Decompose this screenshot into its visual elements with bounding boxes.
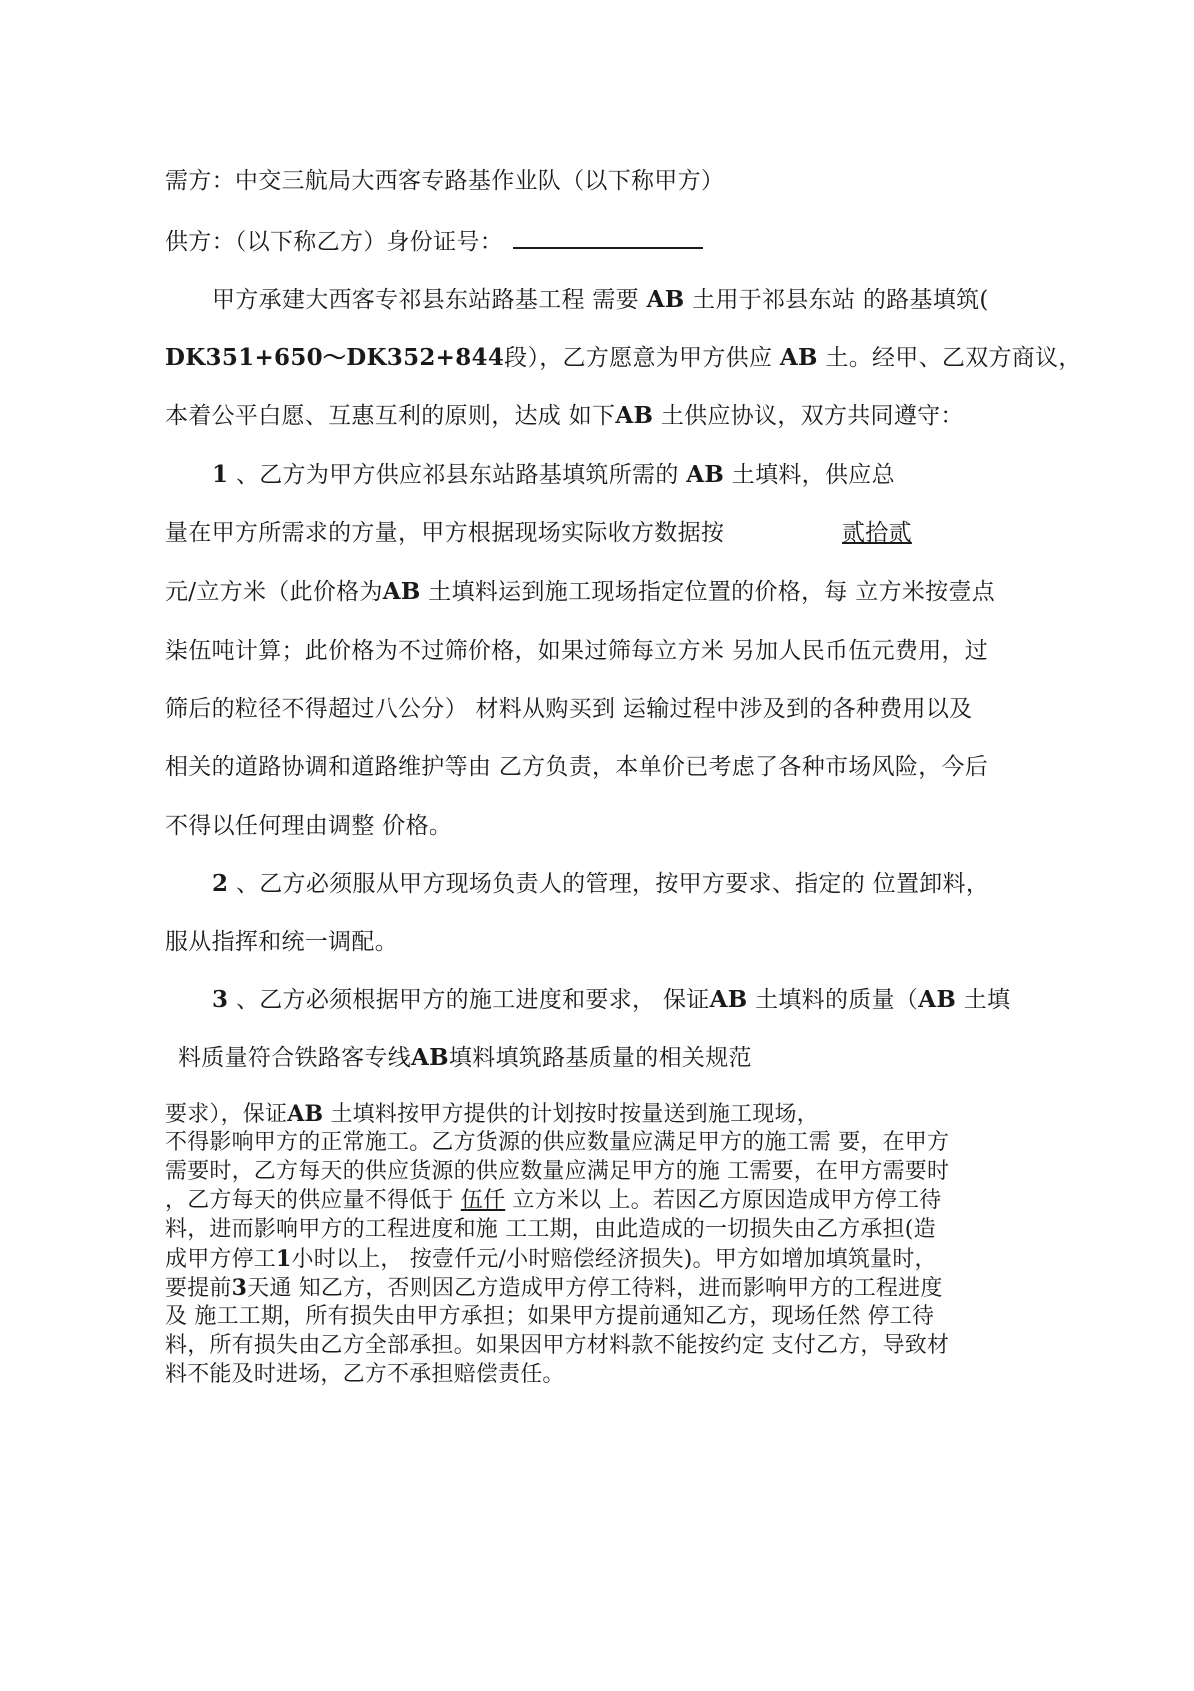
intro-line-2: DK351+650～DK352+844段），乙方愿意为甲方供应 AB 土。经甲、乙双方商议， — [165, 344, 1082, 371]
clause-1-line-5: 筛后的粒径不得超过八公分） 材料从购买到 运输过程中涉及到的各种费用以及 — [165, 696, 973, 722]
clause-3-line-10: 及 施工工期，所有损失由甲方承担；如果甲方提前通知乙方，现场任然 停工待 — [165, 1304, 935, 1329]
clause-1-line-6: 相关的道路协调和道路维护等由 乙方负责，本单价已考虑了各种市场风险，今后 — [165, 754, 989, 780]
clause-1-line-2: 量在甲方所需求的方量，甲方根据现场实际收方数据按 — [165, 520, 725, 546]
clause-3-line-6: ，乙方每天的供应量不得低于 伍仟 立方米以 上。若因乙方原因造成甲方停工待 — [165, 1188, 942, 1213]
clause-3-line-7: 料，进而影响甲方的工程进度和施 工工期，由此造成的一切损失由乙方承担(造 — [165, 1217, 936, 1242]
clause-3-line-1: 3 、乙方必须根据甲方的施工进度和要求， 保证AB 土填料的质量（AB 土填 — [212, 986, 1011, 1013]
clause-3-line-4: 不得影响甲方的正常施工。乙方货源的供应数量应满足甲方的施工需 要，在甲方 — [165, 1130, 950, 1155]
intro-line-1: 甲方承建大西客专祁县东站路基工程 需要 AB 土用于祁县东站 的路基填筑( — [212, 286, 989, 313]
clause-1-line-7: 不得以任何理由调整 价格。 — [165, 813, 453, 839]
clause-2-line-2: 服从指挥和统一调配。 — [165, 929, 398, 955]
clause-3-line-2: 料质量符合铁路客专线AB填料填筑路基质量的相关规范 — [178, 1044, 752, 1071]
clause-3-line-11: 料，所有损失由乙方全部承担。如果因甲方材料款不能按约定 支付乙方，导致材 — [165, 1333, 950, 1358]
unit-price-amount: 贰拾贰 — [842, 520, 912, 546]
clause-3-line-5: 需要时，乙方每天的供应货源的供应数量应满足甲方的施 工需要，在甲方需要时 — [165, 1159, 950, 1184]
demand-party-line: 需方：中交三航局大西客专路基作业队（以下称甲方） — [165, 168, 725, 194]
clause-1-line-1: 1 、乙方为甲方供应祁县东站路基填筑所需的 AB 土填料，供应总 — [212, 461, 895, 488]
intro-line-3: 本着公平白愿、互惠互利的原则，达成 如下AB 土供应协议，双方共同遵守： — [165, 402, 964, 429]
clause-2-line-1: 2 、乙方必须服从甲方现场负责人的管理，按甲方要求、指定的 位置卸料， — [212, 870, 990, 897]
clause-3-line-9: 要提前3天通 知乙方，否则因乙方造成甲方停工待料，进而影响甲方的工程进度 — [165, 1275, 943, 1301]
clause-3-line-12: 料不能及时进场，乙方不承担赔偿责任。 — [165, 1362, 565, 1387]
daily-minimum-amount: 伍仟 — [460, 1188, 506, 1213]
clause-3-line-3: 要求），保证AB 土填料按甲方提供的计划按时按量送到施工现场， — [165, 1101, 819, 1127]
id-number-blank — [513, 225, 703, 249]
clause-3-line-8: 成甲方停工1小时以上， 按壹仟元/小时赔偿经济损失)。甲方如增加填筑量时， — [165, 1246, 937, 1272]
supply-party-line: 供方：（以下称乙方）身份证号： — [165, 225, 703, 257]
clause-1-line-4: 柒伍吨计算；此价格为不过筛价格，如果过筛每立方米 另加人民币伍元费用，过 — [165, 638, 989, 664]
clause-1-line-3: 元/立方米（此价格为AB 土填料运到施工现场指定位置的价格，每 立方米按壹点 — [165, 578, 996, 605]
